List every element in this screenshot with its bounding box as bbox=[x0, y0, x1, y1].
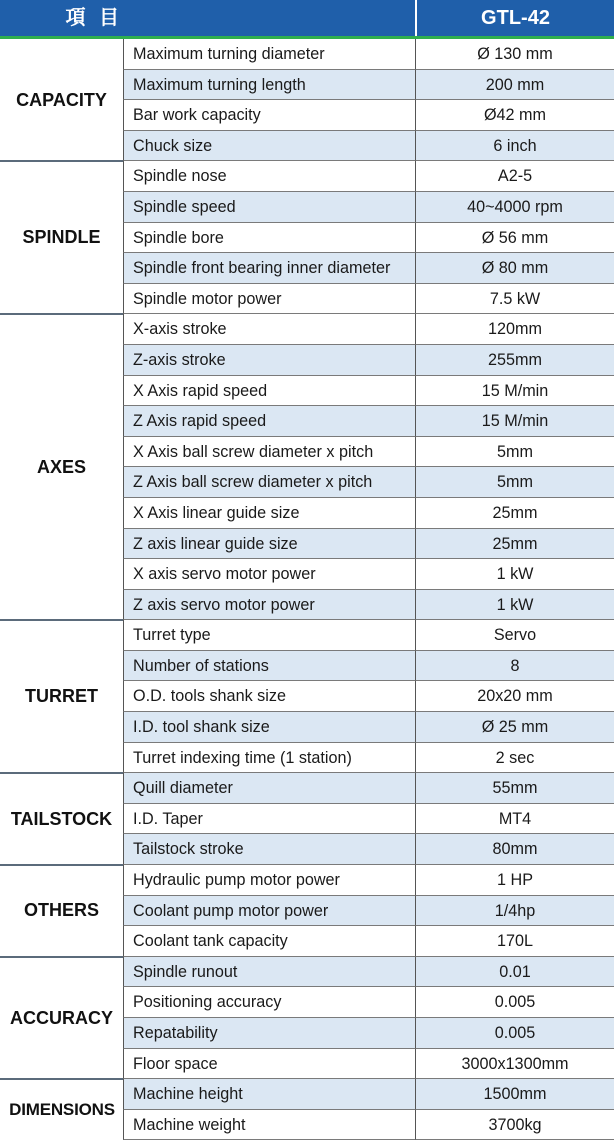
table-row bbox=[123, 437, 614, 468]
table-row bbox=[123, 100, 614, 131]
spec-label: Floor space bbox=[123, 1049, 415, 1080]
spec-value: 200 mm bbox=[415, 70, 614, 101]
table-row bbox=[123, 314, 614, 345]
spec-label: O.D. tools shank size bbox=[123, 681, 415, 712]
table-row bbox=[123, 223, 614, 254]
group-label: OTHERS bbox=[23, 900, 99, 921]
table-row bbox=[123, 1018, 614, 1049]
spec-label: Z axis servo motor power bbox=[123, 590, 415, 621]
group-label: ACCURACY bbox=[10, 1007, 113, 1028]
spec-group-others bbox=[0, 865, 614, 957]
table-row bbox=[123, 804, 614, 835]
spec-value: 0.01 bbox=[415, 957, 614, 988]
spec-value: 8 bbox=[415, 651, 614, 682]
table-row bbox=[123, 192, 614, 223]
spec-label: Spindle runout bbox=[123, 957, 415, 988]
spec-label: Tailstock stroke bbox=[123, 834, 415, 865]
spec-value: 1500mm bbox=[415, 1079, 614, 1110]
spec-label: Maximum turning diameter bbox=[123, 39, 415, 70]
spec-label: I.D. Taper bbox=[123, 804, 415, 835]
table-row bbox=[123, 957, 614, 988]
table-row bbox=[123, 1049, 614, 1080]
table-row bbox=[123, 131, 614, 162]
spec-label: Spindle speed bbox=[123, 192, 415, 223]
spec-label: Turret indexing time (1 station) bbox=[123, 743, 415, 774]
spec-label: I.D. tool shank size bbox=[123, 712, 415, 743]
spec-value: 80mm bbox=[415, 834, 614, 865]
table-row bbox=[123, 467, 614, 498]
spec-label: Number of stations bbox=[123, 651, 415, 682]
table-row bbox=[123, 651, 614, 682]
spec-value: 55mm bbox=[415, 773, 614, 804]
spec-value: 5mm bbox=[415, 437, 614, 468]
spec-group-turret bbox=[0, 620, 614, 773]
spec-label: Maximum turning length bbox=[123, 70, 415, 101]
spec-label: Coolant pump motor power bbox=[123, 896, 415, 927]
spec-value: 15 M/min bbox=[415, 376, 614, 407]
spec-label: Machine height bbox=[123, 1079, 415, 1110]
group-label: AXES bbox=[36, 456, 87, 477]
spec-label: Spindle front bearing inner diameter bbox=[123, 253, 415, 284]
table-row bbox=[123, 345, 614, 376]
spec-value: 255mm bbox=[415, 345, 614, 376]
group-label: TURRET bbox=[25, 686, 98, 707]
spec-value: Ø 80 mm bbox=[415, 253, 614, 284]
spec-label: X Axis linear guide size bbox=[123, 498, 415, 529]
spec-value: 20x20 mm bbox=[415, 681, 614, 712]
table-row bbox=[123, 39, 614, 70]
spec-table bbox=[0, 39, 614, 1140]
table-row bbox=[123, 1110, 614, 1141]
table-row bbox=[123, 712, 614, 743]
table-row bbox=[123, 773, 614, 804]
spec-value: 120mm bbox=[415, 314, 614, 345]
table-row bbox=[123, 620, 614, 651]
spec-group-axes bbox=[0, 314, 614, 620]
table-header bbox=[0, 0, 614, 36]
spec-label: X-axis stroke bbox=[123, 314, 415, 345]
spec-label: Coolant tank capacity bbox=[123, 926, 415, 957]
spec-label: Repatability bbox=[123, 1018, 415, 1049]
spec-label: Machine weight bbox=[123, 1110, 415, 1141]
table-row bbox=[123, 376, 614, 407]
group-label: SPINDLE bbox=[22, 227, 101, 248]
table-row bbox=[123, 1079, 614, 1110]
spec-group-spindle bbox=[0, 161, 614, 314]
spec-group-dimensions bbox=[0, 1079, 614, 1140]
group-label: TAILSTOCK bbox=[10, 808, 113, 829]
table-row bbox=[123, 896, 614, 927]
spec-value: 0.005 bbox=[415, 987, 614, 1018]
spec-value: 15 M/min bbox=[415, 406, 614, 437]
spec-value: 1/4hp bbox=[415, 896, 614, 927]
spec-value: 2 sec bbox=[415, 743, 614, 774]
spec-value: 6 inch bbox=[415, 131, 614, 162]
spec-value: 40~4000 rpm bbox=[415, 192, 614, 223]
spec-label: Hydraulic pump motor power bbox=[123, 865, 415, 896]
spec-label: Z-axis stroke bbox=[123, 345, 415, 376]
spec-value: MT4 bbox=[415, 804, 614, 835]
spec-label: Spindle bore bbox=[123, 223, 415, 254]
table-row bbox=[123, 253, 614, 284]
spec-value: 3000x1300mm bbox=[415, 1049, 614, 1080]
spec-value: 0.005 bbox=[415, 1018, 614, 1049]
spec-label: X Axis rapid speed bbox=[123, 376, 415, 407]
spec-group-accuracy bbox=[0, 957, 614, 1079]
table-row bbox=[123, 865, 614, 896]
table-row bbox=[123, 681, 614, 712]
group-label: CAPACITY bbox=[16, 89, 107, 110]
table-row bbox=[123, 70, 614, 101]
spec-value: 7.5 kW bbox=[415, 284, 614, 315]
table-row bbox=[123, 284, 614, 315]
spec-value: Ø 130 mm bbox=[415, 39, 614, 70]
spec-label: Z axis linear guide size bbox=[123, 529, 415, 560]
spec-value: Ø42 mm bbox=[415, 100, 614, 131]
group-label: DIMENSIONS bbox=[9, 1099, 115, 1119]
spec-value: 25mm bbox=[415, 498, 614, 529]
model-column-header: GTL-42 bbox=[415, 0, 614, 36]
spec-value: 1 kW bbox=[415, 590, 614, 621]
table-row bbox=[123, 987, 614, 1018]
spec-group-capacity bbox=[0, 39, 614, 161]
table-row bbox=[123, 161, 614, 192]
table-row bbox=[123, 406, 614, 437]
table-row bbox=[123, 590, 614, 621]
spec-value: Servo bbox=[415, 620, 614, 651]
table-row bbox=[123, 743, 614, 774]
spec-label: Positioning accuracy bbox=[123, 987, 415, 1018]
spec-label: Z Axis rapid speed bbox=[123, 406, 415, 437]
spec-label: Z Axis ball screw diameter x pitch bbox=[123, 467, 415, 498]
item-column-header: 項 目 bbox=[65, 7, 123, 29]
spec-value: 25mm bbox=[415, 529, 614, 560]
table-row bbox=[123, 529, 614, 560]
spec-value: A2-5 bbox=[415, 161, 614, 192]
spec-value: 1 kW bbox=[415, 559, 614, 590]
spec-value: 170L bbox=[415, 926, 614, 957]
spec-label: Chuck size bbox=[123, 131, 415, 162]
spec-label: Spindle nose bbox=[123, 161, 415, 192]
spec-label: Turret type bbox=[123, 620, 415, 651]
spec-label: X Axis ball screw diameter x pitch bbox=[123, 437, 415, 468]
spec-label: Spindle motor power bbox=[123, 284, 415, 315]
spec-label: X axis servo motor power bbox=[123, 559, 415, 590]
spec-label: Bar work capacity bbox=[123, 100, 415, 131]
table-row bbox=[123, 834, 614, 865]
spec-value: 1 HP bbox=[415, 865, 614, 896]
spec-group-tailstock bbox=[0, 773, 614, 865]
spec-value: 5mm bbox=[415, 467, 614, 498]
table-row bbox=[123, 926, 614, 957]
spec-value: Ø 56 mm bbox=[415, 223, 614, 254]
spec-value: Ø 25 mm bbox=[415, 712, 614, 743]
spec-label: Quill diameter bbox=[123, 773, 415, 804]
spec-value: 3700kg bbox=[415, 1110, 614, 1141]
table-row bbox=[123, 559, 614, 590]
table-row bbox=[123, 498, 614, 529]
